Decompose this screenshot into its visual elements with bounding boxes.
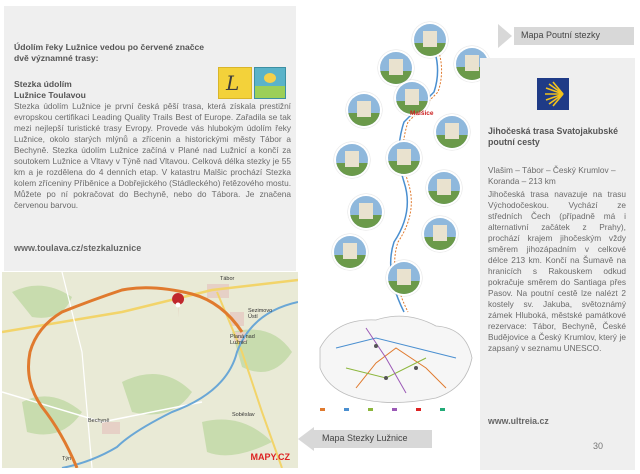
camino-heading: Jihočeská trasa Svatojakubské poutní cesty: [488, 126, 619, 147]
church-thumbnail: [412, 22, 448, 58]
camino-route-subheading: Vlašim – Tábor – Český Krumlov – Koranda – 213 km: [488, 165, 616, 186]
camino-shell-icon: [537, 78, 569, 110]
page-number: 30: [593, 441, 604, 451]
ultreia-link[interactable]: www.ultreia.cz: [488, 416, 549, 426]
map-label-bechyne: Bechyně: [88, 418, 110, 424]
overview-graphics: [316, 308, 476, 420]
map-label-plana: Planá nad Lužnicí: [230, 334, 255, 346]
church-thumbnail: [348, 194, 384, 230]
map-label-tabor: Tábor: [220, 276, 235, 282]
mapy-cz-logo: MAPY.CZ: [250, 452, 290, 462]
toulava-logo: [254, 67, 286, 99]
czech-overview-map: [316, 308, 476, 420]
pilgrim-route-diagram: [334, 22, 494, 324]
luznice-heading-line2: Lužnice Toulavou: [14, 90, 86, 100]
church-thumbnail: [332, 234, 368, 270]
tab-poutni-label: Mapa Poutní stezky: [521, 30, 601, 40]
church-thumbnail: [386, 140, 422, 176]
luznice-trail-map[interactable]: [2, 272, 298, 468]
malsice-label: Malšice: [410, 110, 434, 117]
luznice-body-text: Stezka údolím Lužnice je první česká pěší trasa, která získala prestižní evropskou certifikaci Leading Quality Trails Best of Europe. Zařadila se tak mezi nejlepší turistické trasy Evropy. Provede vás hlubokým údolím řeky Lužnice, okolo starých mlýnů a zřícenin a historickými městy Tábor a Bechyně. Stezka údolím Lužnice začíná v Plané nad Lužnicí a končí za soutokem Lužnice a Vltavy v Týně nad Vltavou. Celková délka stezky je 55 km a je rozdělena do 4 denních etap. V katastru Malšic prochází Stezka kolem zříceniny Příběnice a Dobřejického (Stádleckého) řetězového mostu. Můžete po ní pokračovat do Bechyně, nebo do Tábora. Je značena červenou barvou.: [14, 101, 291, 210]
tab-mapa-poutni-stezky: [514, 27, 634, 45]
church-thumbnail: [346, 92, 382, 128]
arrow-left-icon: [498, 24, 512, 48]
map-label-sezimovo-usti: Sezimovo Ústí: [248, 308, 273, 320]
leading-quality-trails-logo: L: [218, 67, 252, 99]
church-thumbnail: [422, 216, 458, 252]
camino-body-text: Jihočeská trasa navazuje na trasu Východočeskou. Vychází ze středních Čech (případně má i alternativní začátek z Prahy), prochází krajem jihočeským vždy směrem jihozápadním v celkové délce 213 km. Končí na Šumavě na hranicích s Rakouskem odkud pokračuje směrem do Santiaga přes Pasov. Na poutní cestě lze nalézt 2 kostely sv. Jakuba, světoznámý zámek Hluboká, městské památkové rezervace: Tábor, Bechyně, České Budějovice a Český Krumlov, který je zapsaný v seznamu UNESCO.: [488, 189, 626, 353]
toulava-link[interactable]: www.toulava.cz/stezkaluznice: [14, 243, 142, 253]
arrow-left-icon: [298, 427, 314, 451]
map-graphics: [2, 272, 298, 468]
church-thumbnail: [334, 142, 370, 178]
tab-luznice-label: Mapa Stezky Lužnice: [322, 433, 408, 443]
map-label-tyn: Týn: [62, 456, 72, 462]
church-thumbnail: [386, 260, 422, 296]
church-thumbnail: [426, 170, 462, 206]
tab-mapa-stezky-luznice: [314, 430, 432, 448]
luznice-heading: [14, 79, 210, 101]
luznice-heading-line1: Stezka údolím: [14, 79, 72, 89]
church-thumbnail: [434, 114, 470, 150]
intro-text: Údolím řeky Lužnice vedou po červené značce dvě významné trasy:: [14, 42, 205, 63]
map-label-sobeslav: Soběslav: [232, 412, 255, 418]
